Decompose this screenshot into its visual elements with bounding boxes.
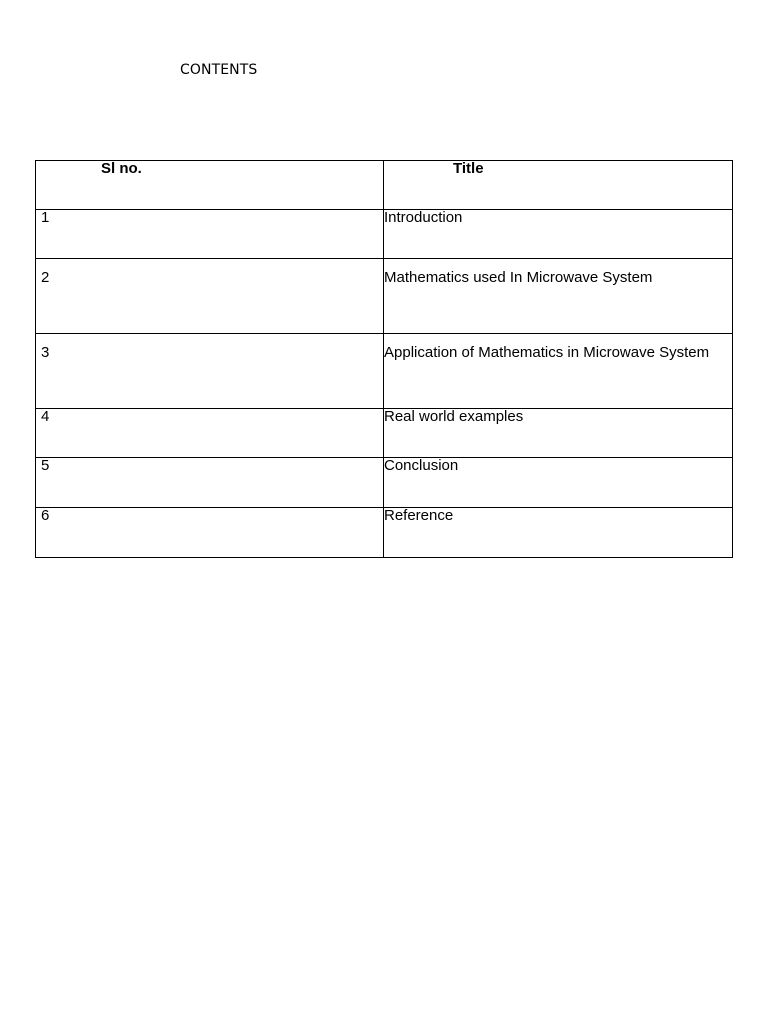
title-cell: [384, 334, 733, 409]
sl-no-value: 5: [41, 457, 50, 474]
sl-no-cell: [36, 259, 384, 334]
table-row: [36, 508, 733, 558]
column-header-sl-no: [36, 161, 384, 210]
title-value: Reference: [384, 507, 454, 524]
table-row: [36, 259, 733, 334]
column-header-label: Sl no.: [101, 160, 142, 177]
sl-no-cell: [36, 334, 384, 409]
sl-no-cell: [36, 458, 384, 508]
title-value: Conclusion: [384, 457, 459, 474]
sl-no-value: 2: [41, 269, 50, 286]
sl-no-value: 3: [41, 344, 50, 361]
table-header-row: [36, 161, 733, 210]
page-title: CONTENTS: [180, 62, 258, 78]
title-cell: [384, 210, 733, 259]
sl-no-cell: [36, 409, 384, 458]
contents-table: [35, 160, 733, 558]
column-header-label: Title: [453, 160, 484, 177]
table-row: [36, 210, 733, 259]
sl-no-cell: [36, 508, 384, 558]
table-row: [36, 409, 733, 458]
title-cell: [384, 458, 733, 508]
sl-no-value: 1: [41, 209, 50, 226]
title-cell: [384, 259, 733, 334]
title-value: Real world examples: [384, 408, 524, 425]
column-header-title: [384, 161, 733, 210]
sl-no-value: 6: [41, 507, 50, 524]
sl-no-value: 4: [41, 408, 50, 425]
table-row: [36, 458, 733, 508]
sl-no-cell: [36, 210, 384, 259]
title-value: Application of Mathematics in Microwave System: [384, 344, 710, 361]
title-value: Mathematics used In Microwave System: [384, 269, 653, 286]
title-cell: [384, 409, 733, 458]
title-cell: [384, 508, 733, 558]
table-row: [36, 334, 733, 409]
title-value: Introduction: [384, 209, 463, 226]
